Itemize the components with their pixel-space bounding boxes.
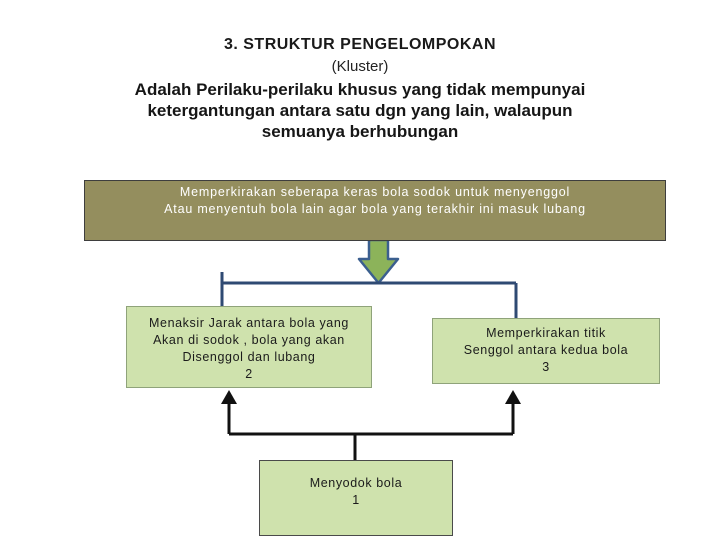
description-line-1: Adalah Perilaku-perilaku khusus yang tidak mempunyai bbox=[134, 80, 586, 99]
node-2-line-2: Akan di sodok , bola yang akan bbox=[153, 333, 345, 347]
slide-title: 3. STRUKTUR PENGELOMPOKAN bbox=[223, 36, 497, 53]
node-2-line-1: Menaksir Jarak antara bola yang bbox=[149, 316, 349, 330]
top-box-line-2: Atau menyentuh bola lain agar bola yang terakhir ini masuk lubang bbox=[164, 202, 586, 216]
node-1-line-1: Menyodok bola bbox=[309, 476, 403, 490]
top-concept-box bbox=[84, 180, 666, 241]
node-3-line-2: Senggol antara kedua bola bbox=[463, 343, 629, 357]
node-2-number: 2 bbox=[245, 367, 253, 381]
node-1-number: 1 bbox=[352, 493, 360, 507]
node-3-box bbox=[432, 318, 660, 384]
node-2-line-3: Disenggol dan lubang bbox=[182, 350, 316, 364]
slide-subtitle: (Kluster) bbox=[331, 58, 389, 75]
node-3-line-1: Memperkirakan titik bbox=[486, 326, 606, 340]
description-line-3: semuanya berhubungan bbox=[261, 122, 459, 141]
bottom-connector bbox=[229, 402, 513, 460]
node-3-number: 3 bbox=[542, 360, 550, 374]
description-line-2: ketergantungan antara satu dgn yang lain, walaupun bbox=[147, 101, 573, 120]
up-arrow-right-icon bbox=[505, 390, 521, 404]
node-2-box bbox=[126, 306, 372, 388]
node-1-box bbox=[259, 460, 453, 536]
top-box-line-1: Memperkirakan seberapa keras bola sodok untuk menyenggol bbox=[179, 185, 571, 199]
down-arrow-icon bbox=[359, 240, 398, 283]
up-arrow-left-icon bbox=[221, 390, 237, 404]
